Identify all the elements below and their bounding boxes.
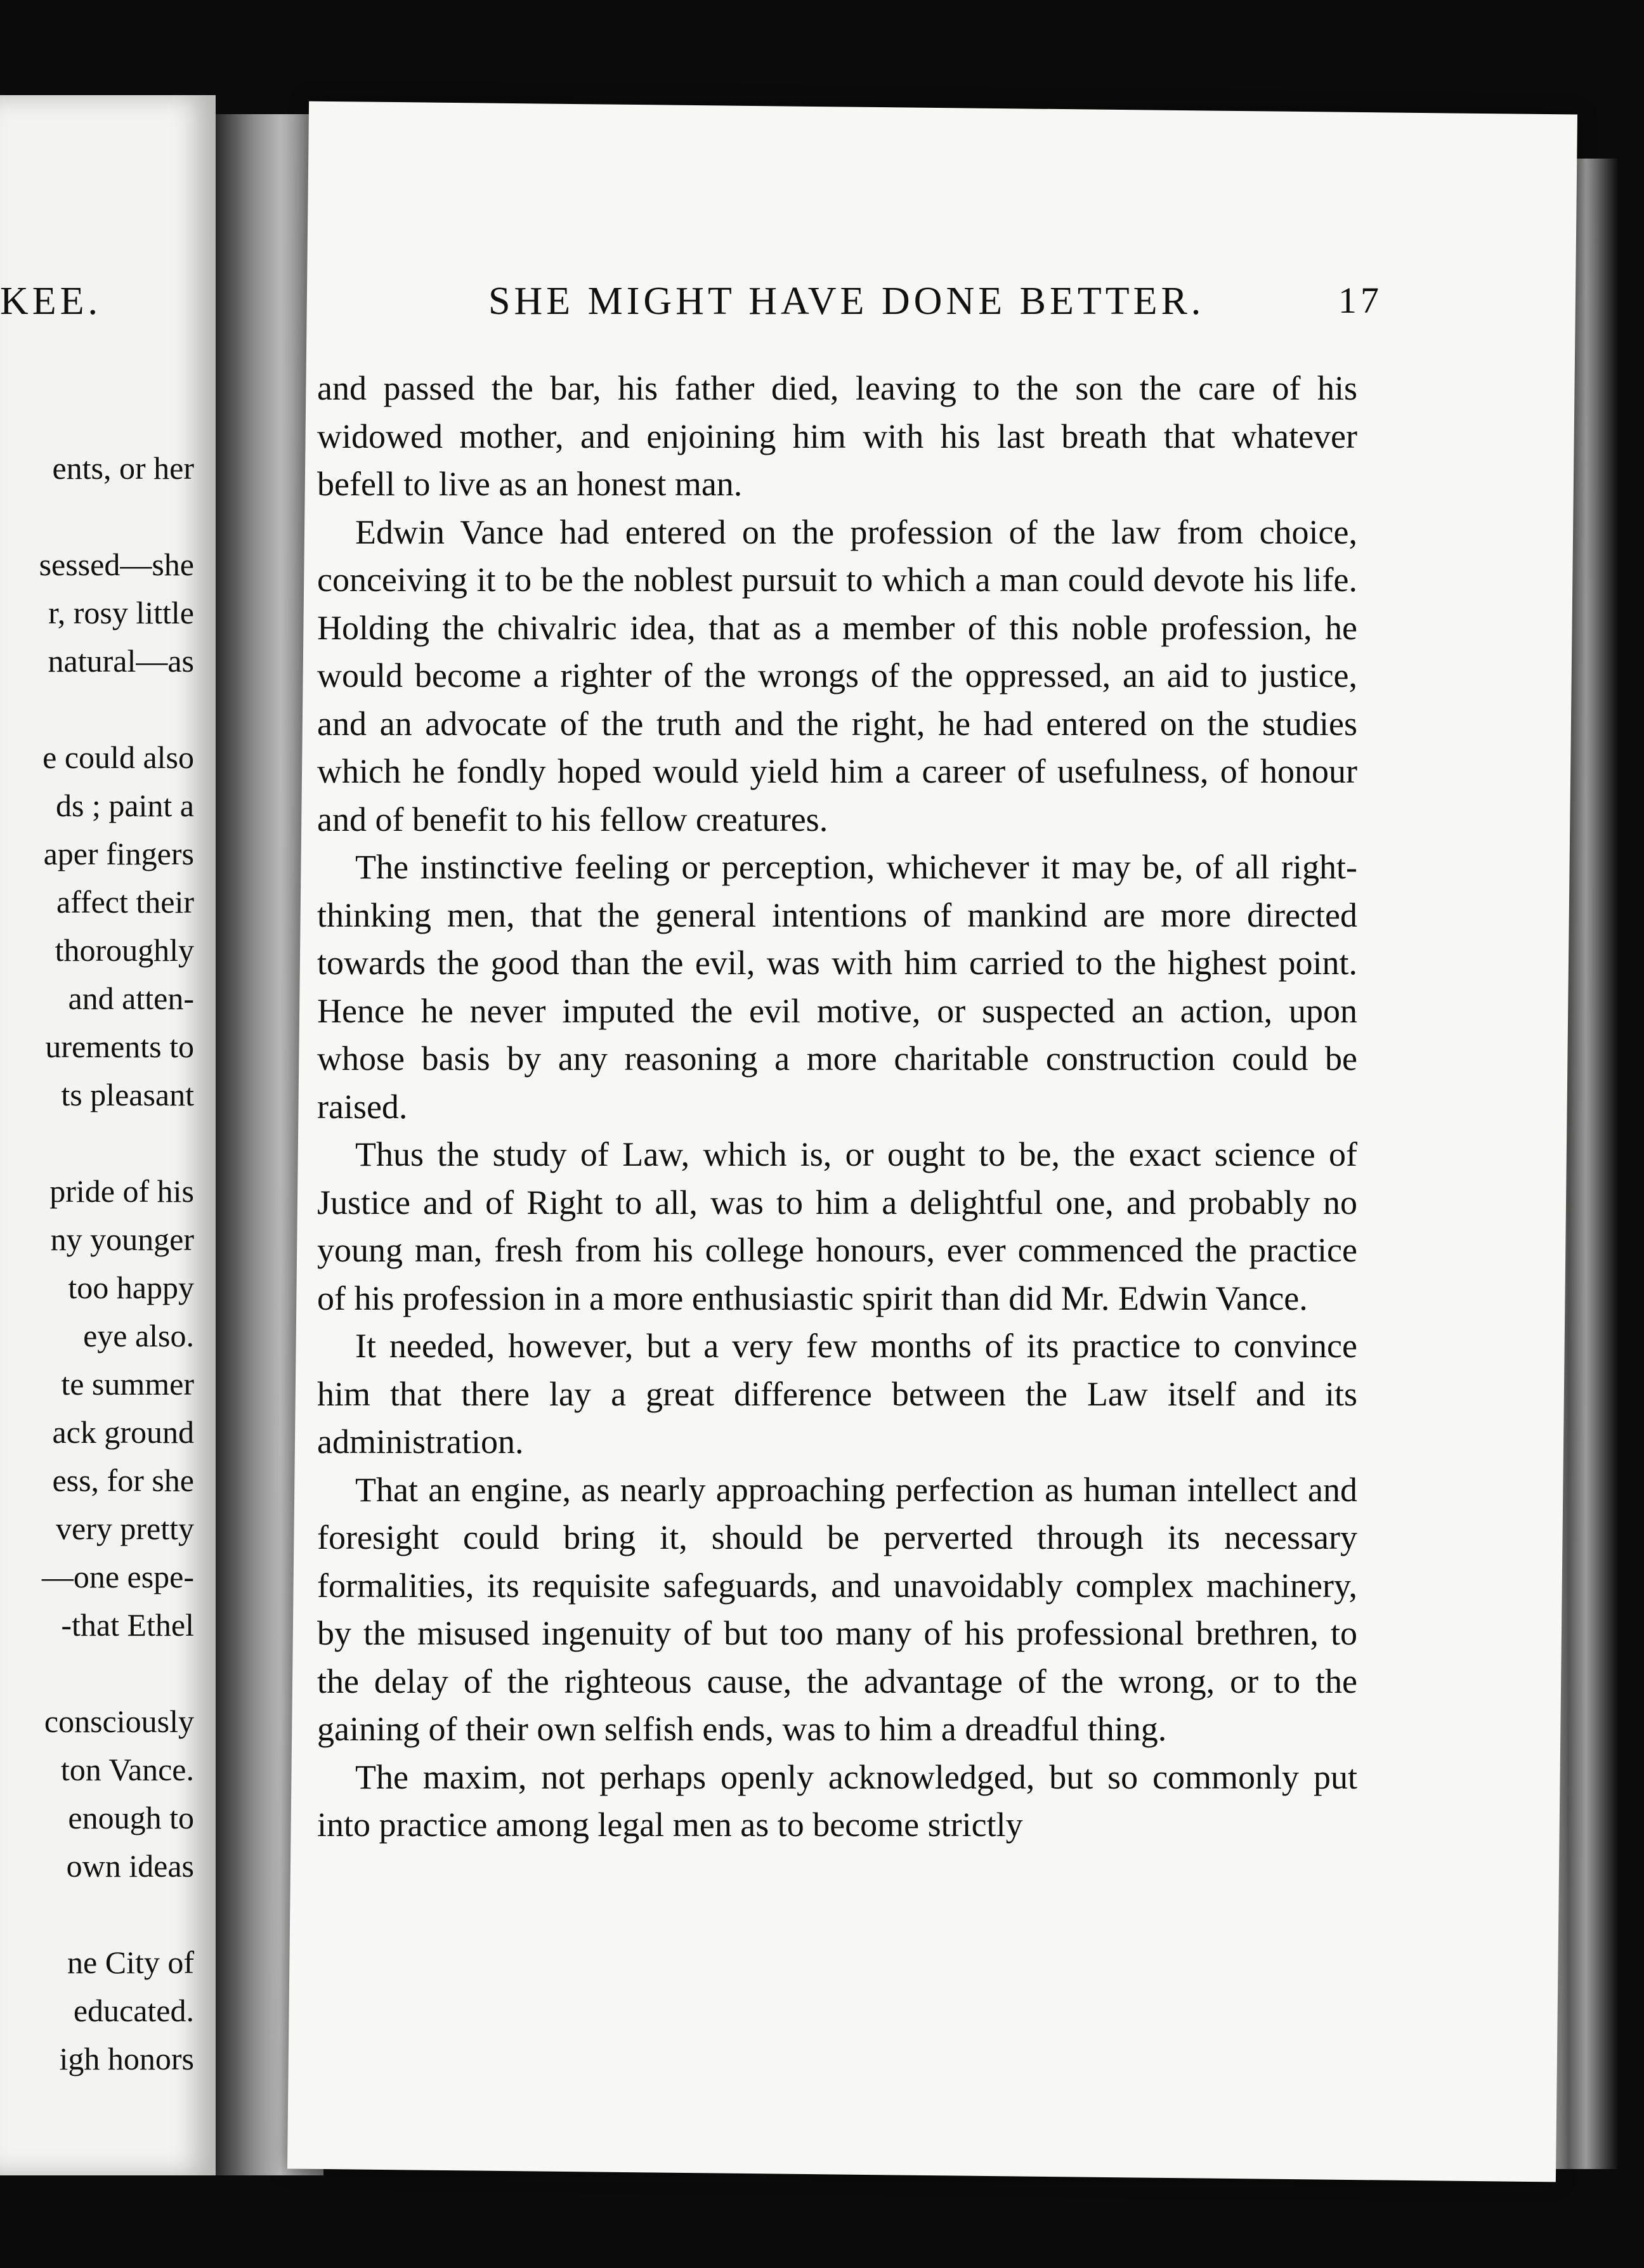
- left-line: affect their: [56, 884, 194, 920]
- left-line: thoroughly: [55, 932, 194, 968]
- running-head-title: SHE MIGHT HAVE DONE BETTER.: [488, 280, 1205, 323]
- left-line: and atten-: [68, 981, 194, 1016]
- page-number: 17: [1338, 280, 1383, 321]
- left-line: too happy: [68, 1270, 194, 1305]
- left-line: [0, 1119, 194, 1167]
- paragraph: and passed the bar, his father died, leaving to the son the care of his widowed mother, and enjoining him with his last breath that whatever befell to live as an honest man.: [317, 369, 1357, 503]
- left-line: -that Ethel: [61, 1607, 194, 1643]
- left-line: educated.: [73, 1993, 194, 2028]
- left-line: ess, for she: [52, 1463, 194, 1498]
- left-line: e could also: [42, 740, 194, 775]
- left-line: consciously: [44, 1704, 194, 1739]
- page-body: [317, 365, 1357, 1849]
- left-line: natural—as: [48, 643, 194, 679]
- left-line: very pretty: [56, 1511, 194, 1546]
- left-line: own ideas: [66, 1848, 194, 1884]
- left-line: ton Vance.: [60, 1752, 194, 1787]
- left-line: —one espe-: [41, 1559, 194, 1594]
- paragraph: Edwin Vance had entered on the profession of the law from choice, conceiving it to be the noblest pursuit to which a man could devote his life. Holding the chivalric idea, that as a member of this noble profession, he would become a righter of the wrongs of the oppressed, an aid to justice, and an advocate of the truth and the right, he had entered on the studies which he fondly hoped would yield him a career of usefulness, of honour and of benefit to his fellow creatures.: [317, 512, 1357, 838]
- paragraph: Thus the study of Law, which is, or ought to be, the exact science of Justice and of Right to all, was to him a delightful one, and probably no young man, fresh from his college honours, ever commenced the practice of his profession in a more enthusiastic spirit than did Mr. Edwin Vance.: [317, 1135, 1357, 1317]
- left-line: sessed—she: [39, 547, 194, 582]
- left-page: [0, 95, 216, 2175]
- left-line: [0, 685, 194, 733]
- paragraph: The maxim, not perhaps openly acknowledged, but so commonly put into practice among legal men as to become strictly: [317, 1757, 1357, 1844]
- left-line: ny younger: [50, 1222, 194, 1257]
- left-page-text: [0, 444, 194, 2083]
- left-line: te summer: [61, 1366, 194, 1402]
- left-line: ts pleasant: [61, 1077, 194, 1112]
- left-running-head: KEE.: [0, 280, 102, 323]
- left-line: ne City of: [67, 1945, 194, 1980]
- left-line: urements to: [45, 1029, 194, 1064]
- left-line: ents, or her: [52, 450, 194, 486]
- left-line: [0, 1890, 194, 1938]
- running-header: [488, 279, 1440, 324]
- paragraph: That an engine, as nearly approaching perfection as human intellect and foresight could bring it, should be perverted through its necessary formalities, its requisite safeguards, and unavoidably complex machinery, by the misused ingenuity of but too many of his professional brethren, to the delay of the righteous cause, the advantage of the wrong, or to the gaining of their own selfish ends, was to him a dreadful thing.: [317, 1470, 1357, 1748]
- paragraph: It needed, however, but a very few months of its practice to convince him that there lay a great difference between the Law itself and its administration.: [317, 1327, 1357, 1461]
- left-line: [0, 492, 194, 540]
- left-line: eye also.: [83, 1318, 194, 1353]
- left-line: enough to: [68, 1800, 194, 1835]
- left-line: aper fingers: [43, 836, 194, 871]
- left-line: ds ; paint a: [55, 788, 194, 823]
- left-line: r, rosy little: [48, 595, 194, 630]
- paragraph: The instinctive feeling or perception, whichever it may be, of all right-thinking men, that the general intentions of mankind are more directed towards the good than the evil, was with him carried to the highest point. Hence he never imputed the evil motive, or suspected an action, upon whose basis by any reasoning a more charitable construction could be raised.: [317, 848, 1357, 1126]
- left-line: igh honors: [59, 2041, 194, 2076]
- left-line: pride of his: [49, 1173, 194, 1209]
- left-line: ack ground: [52, 1414, 194, 1450]
- left-line: [0, 1649, 194, 1697]
